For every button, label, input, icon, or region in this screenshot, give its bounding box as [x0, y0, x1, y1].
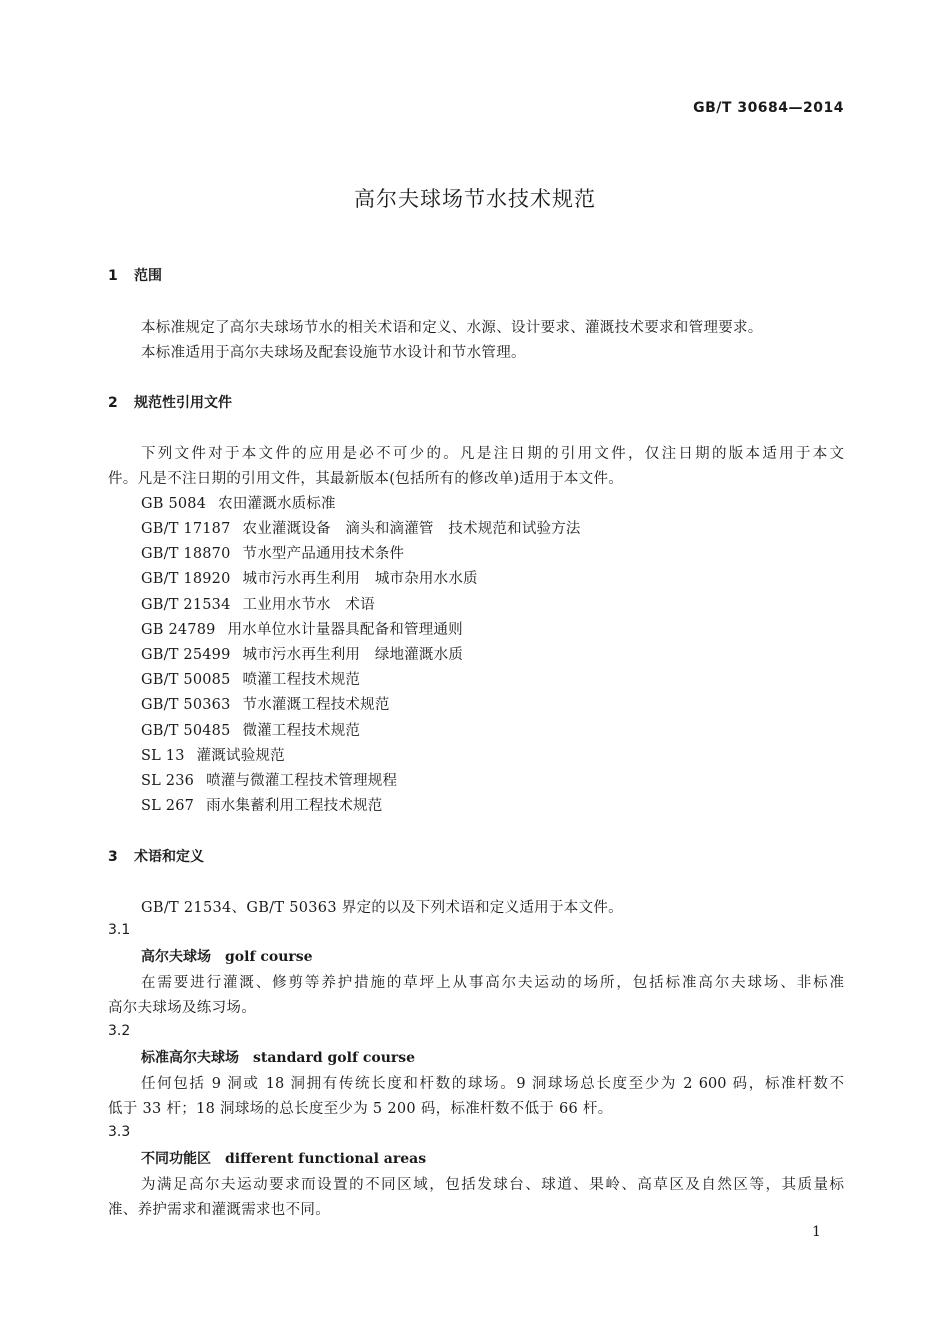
term-number: 3.3 — [108, 1124, 131, 1140]
reference-title: 微灌工程技术规范 — [242, 723, 361, 739]
reference-item — [141, 794, 382, 815]
definition-line: 高尔夫球场及练习场。 — [108, 1000, 256, 1016]
reference-code: GB 5084 — [141, 496, 207, 512]
reference-title: 喷灌与微灌工程技术管理规程 — [206, 773, 398, 789]
reference-item — [141, 643, 463, 664]
reference-code: SL 13 — [141, 748, 185, 764]
section-number: 2 — [108, 395, 118, 411]
reference-title: 农田灌溉水质标准 — [218, 496, 336, 512]
reference-item — [141, 744, 285, 765]
reference-item — [141, 618, 463, 639]
definition-line: 为满足高尔夫运动要求而设置的不同区域，包括发球台、球道、果岭、高草区及自然区等，其质量标 — [141, 1177, 844, 1193]
reference-title: 城市污水再生利用 城市杂用水水质 — [242, 571, 478, 587]
reference-title: 灌溉试验规范 — [196, 748, 285, 764]
reference-title: 用水单位水计量器具配备和管理通则 — [227, 622, 463, 638]
section-title: 范围 — [134, 268, 162, 284]
reference-code: GB 24789 — [141, 622, 216, 638]
reference-code: GB/T 21534 — [141, 597, 231, 613]
definition-line: 任何包括 9 洞或 18 洞拥有传统长度和杆数的球场。9 洞球场总长度至少为 2 600 码，标准杆数不 — [141, 1076, 844, 1092]
paragraph: GB/T 21534、GB/T 50363 界定的以及下列术语和定义适用于本文件。 — [141, 900, 623, 916]
page-number: 1 — [812, 1224, 821, 1240]
reference-code: GB/T 17187 — [141, 521, 231, 537]
standard-code: GB/T 30684—2014 — [693, 100, 844, 116]
reference-item — [141, 492, 336, 513]
term-number: 3.1 — [108, 922, 131, 938]
definition-line: 低于 33 杆；18 洞球场的总长度至少为 5 200 码，标准杆数不低于 66 杆。 — [108, 1101, 613, 1117]
term-title — [141, 946, 313, 966]
paragraph-line: 下列文件对于本文件的应用是必不可少的。凡是注日期的引用文件，仅注日期的版本适用于本文 — [141, 446, 844, 462]
reference-title: 工业用水节水 术语 — [242, 597, 375, 613]
term-zh: 高尔夫球场 — [141, 949, 211, 965]
section-title: 规范性引用文件 — [134, 395, 232, 411]
reference-code: GB/T 18870 — [141, 546, 231, 562]
reference-code: GB/T 50485 — [141, 723, 231, 739]
reference-title: 节水灌溉工程技术规范 — [242, 697, 390, 713]
reference-code: SL 267 — [141, 798, 195, 814]
section-3-heading — [108, 846, 204, 866]
reference-item — [141, 542, 404, 563]
reference-item — [141, 593, 375, 614]
reference-item — [141, 668, 360, 689]
reference-item — [141, 769, 397, 790]
definition-line: 在需要进行灌溉、修剪等养护措施的草坪上从事高尔夫运动的场所，包括标准高尔夫球场、非标准 — [141, 975, 844, 991]
reference-item — [141, 693, 390, 714]
definition-line: 准、养护需求和灌溉需求也不同。 — [108, 1202, 330, 1218]
reference-item — [141, 567, 478, 588]
section-title: 术语和定义 — [134, 849, 204, 865]
term-en: golf course — [225, 949, 313, 965]
reference-title: 城市污水再生利用 绿地灌溉水质 — [242, 647, 464, 663]
reference-title: 喷灌工程技术规范 — [242, 672, 361, 688]
term-zh: 不同功能区 — [141, 1151, 211, 1167]
reference-code: GB/T 25499 — [141, 647, 231, 663]
reference-item — [141, 517, 581, 538]
term-en: different functional areas — [225, 1151, 427, 1167]
term-title — [141, 1047, 415, 1067]
paragraph: 本标准适用于高尔夫球场及配套设施节水设计和节水管理。 — [141, 345, 526, 361]
term-title — [141, 1148, 426, 1168]
section-2-heading — [108, 392, 232, 412]
reference-code: GB/T 50085 — [141, 672, 231, 688]
term-zh: 标准高尔夫球场 — [141, 1050, 239, 1066]
reference-title: 农业灌溉设备 滴头和滴灌管 技术规范和试验方法 — [242, 521, 581, 537]
paragraph: 本标准规定了高尔夫球场节水的相关术语和定义、水源、设计要求、灌溉技术要求和管理要求。 — [141, 320, 763, 336]
section-number: 1 — [108, 268, 118, 284]
reference-code: GB/T 18920 — [141, 571, 231, 587]
reference-item — [141, 719, 360, 740]
reference-code: GB/T 50363 — [141, 697, 231, 713]
term-number: 3.2 — [108, 1023, 131, 1039]
paragraph-line: 件。凡是不注日期的引用文件，其最新版本(包括所有的修改单)适用于本文件。 — [108, 471, 624, 487]
reference-code: SL 236 — [141, 773, 195, 789]
reference-title: 节水型产品通用技术条件 — [242, 546, 405, 562]
term-en: standard golf course — [253, 1050, 416, 1066]
section-1-heading — [108, 265, 162, 285]
document-title: 高尔夫球场节水技术规范 — [354, 187, 596, 211]
reference-title: 雨水集蓄利用工程技术规范 — [206, 798, 383, 814]
section-number: 3 — [108, 849, 118, 865]
